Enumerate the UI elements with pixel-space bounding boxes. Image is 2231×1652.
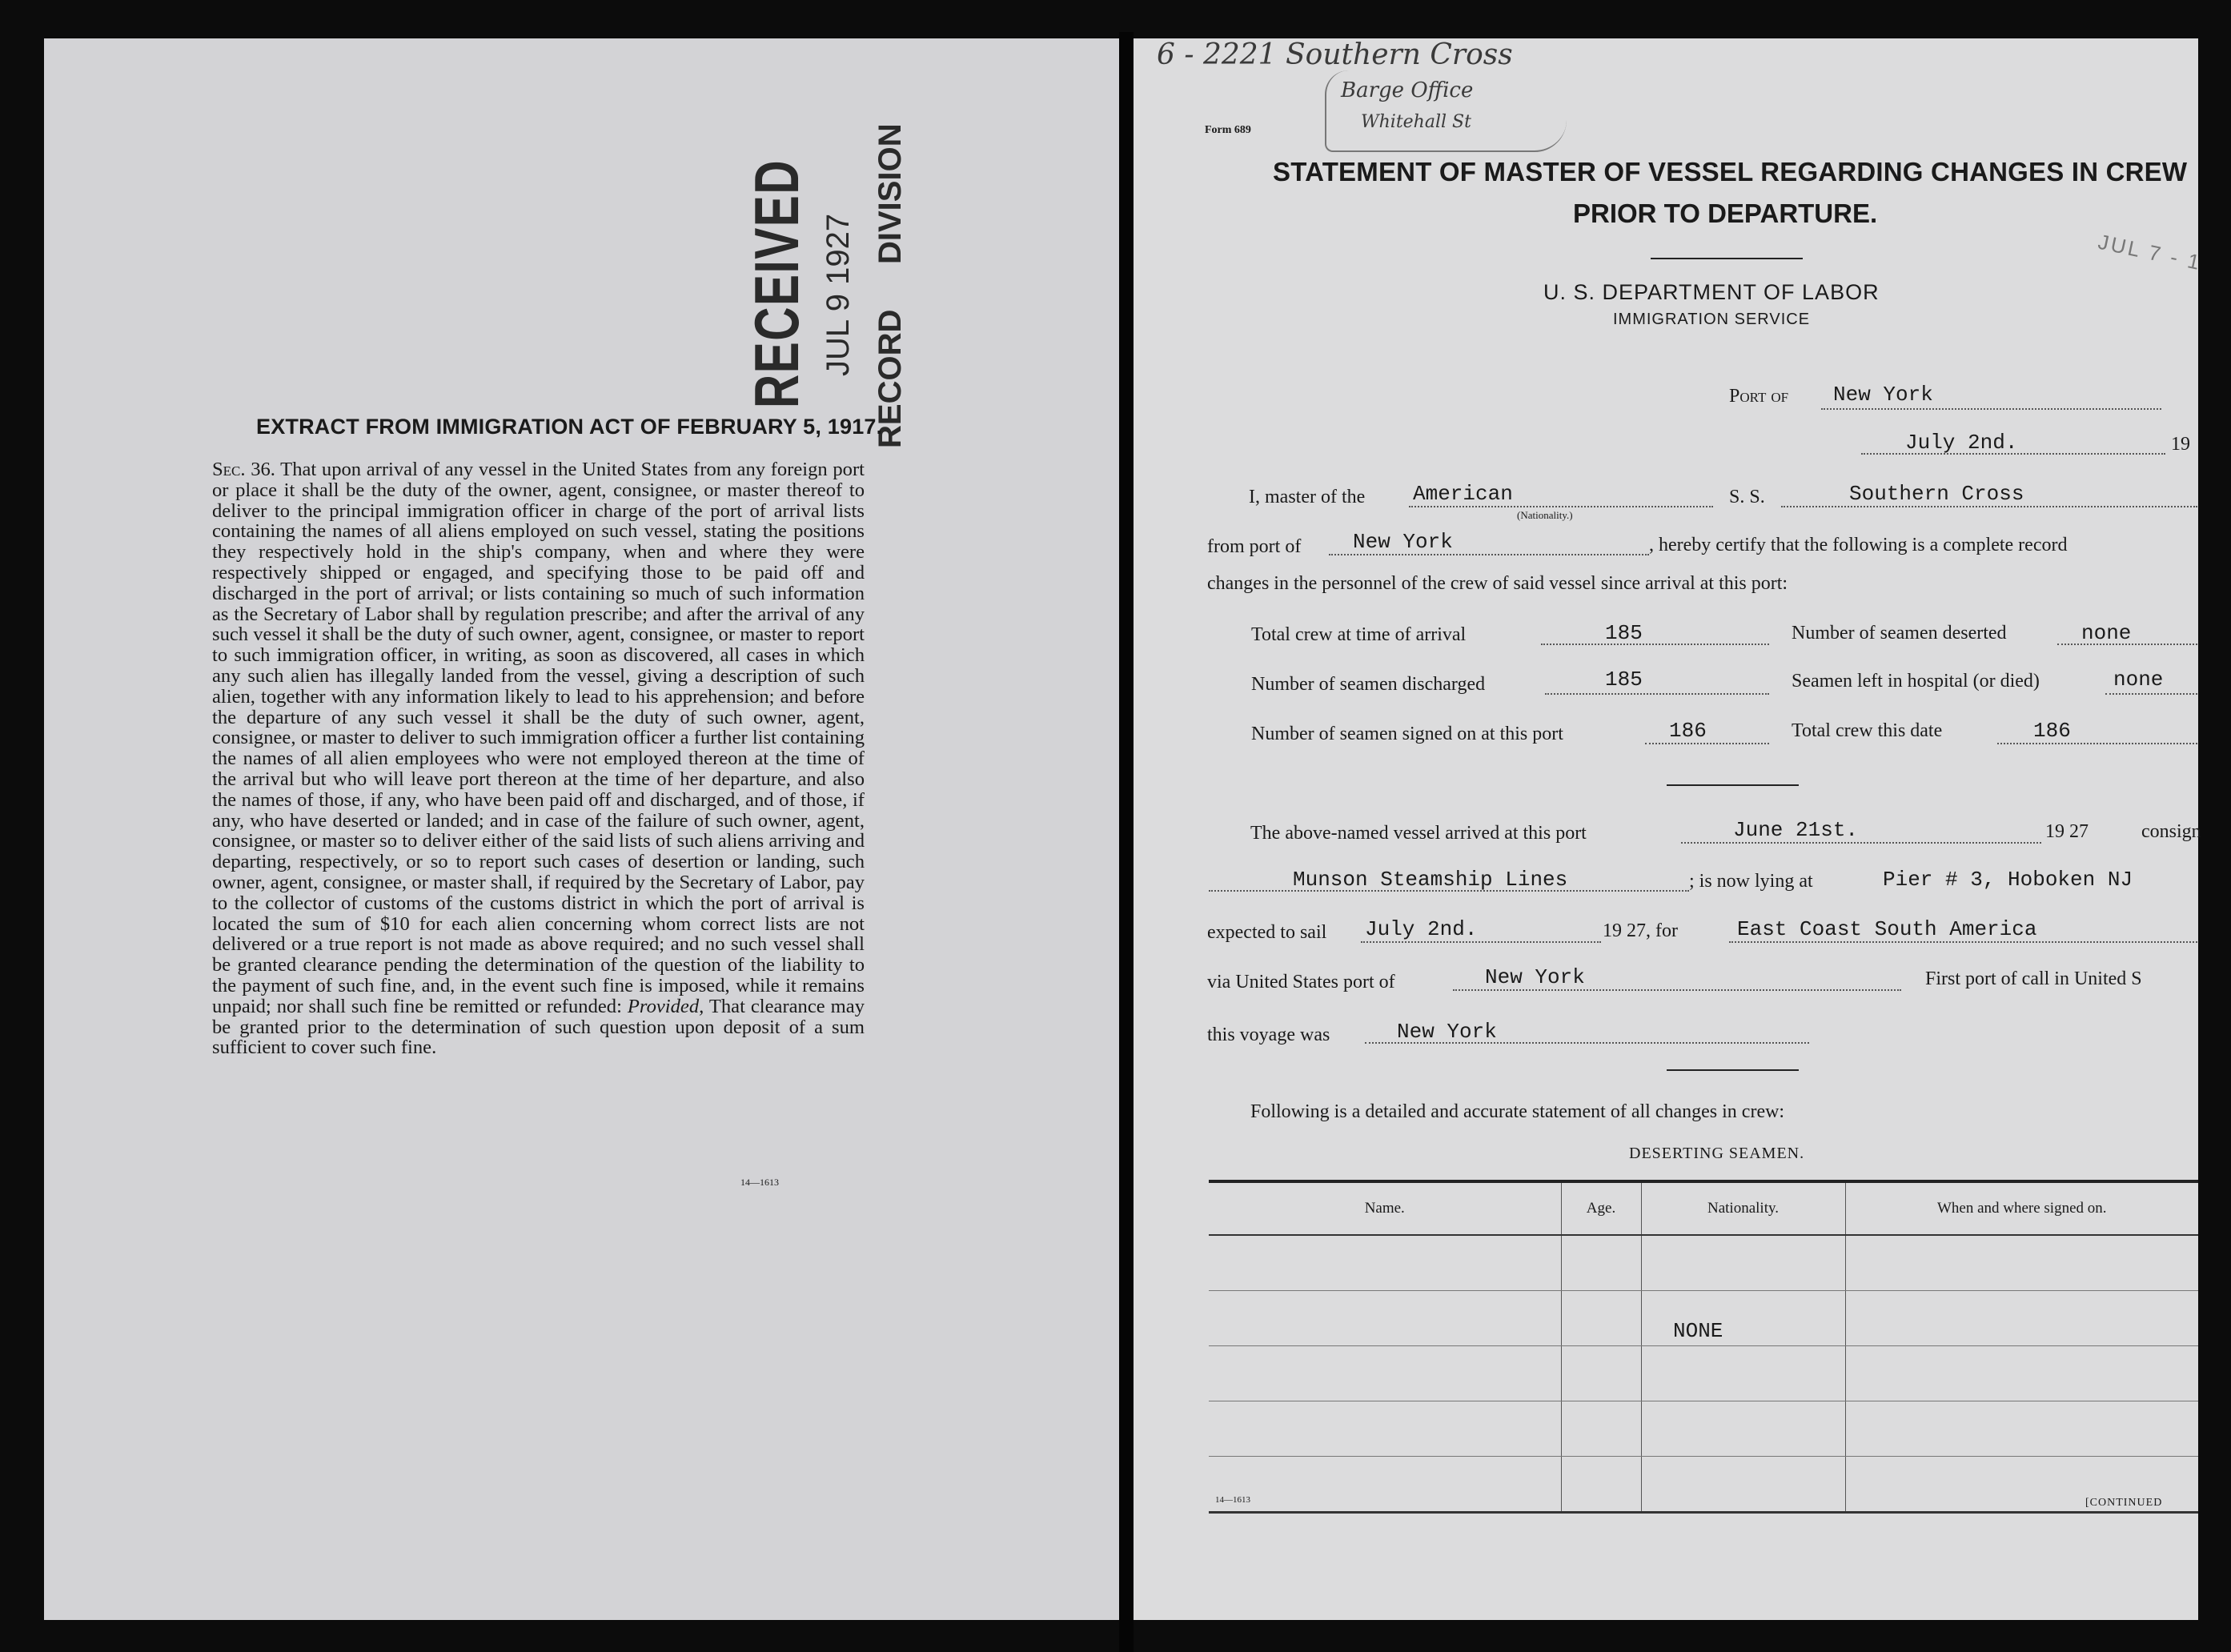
changes-text: changes in the personnel of the crew of said vessel since arrival at this port: (1207, 573, 1788, 594)
via-value: New York (1485, 965, 1585, 989)
section-body-1: That upon arrival of any vessel in the United States from any foreign port or place it shall be the duty of the owner, agent, consignee, or master thereof to deliver to the principal immigration officer in charge of the port of arrival lists containing the names of all aliens employed on such vessel, stating the positions they respectively hold in the ship's company, when and where they were respectively shipped or engaged, and specifying those to be paid off and discharged in the port of arrival; or lists containing so much of such information as the Secretary of Labor shall by regulation prescribe; and after the arrival of any such vessel it shall be the duty of such owner, agent, consignee, or master to report to such immigration officer, in writing, as soon as discovered, all cases in which any such alien has illegally landed from the vessel, giving a description of such alien, together with any information likely to lead to his apprehension; and before the departure of any such vessel it shall be the duty of such owner, agent, consignee, or master to deliver to such immigration officer a further list containing the names of all alien employees who were not employed thereon at the time of the arrival but who will leave port thereon at the time of her departure, and also the names of those, if any, who have been paid off and discharged, and of those, if any, who have deserted or landed; and in case of the failure of such owner, agent, consignee, or master so to deliver either of the said lists of such aliens arriving and departing, respectively, or so to report such cases of desertion or landing, such owner, agent, consignee, or master shall, if required by the Secretary of Labor, pay to the collector of customs of the customs district in which the port of arrival is located the sum of $10 for each alien concerning whom correct lists are not delivered or a true report is not made as above required; and no such vessel shall be granted clearance pending the determination of the question of the liability to the payment of such fine, and, in the event such fine is imposed, while it remains unpaid; nor shall such fine be remitted or refunded: (212, 459, 865, 1017)
destination-value: East Coast South America (1737, 917, 2037, 941)
signed-on-label: Number of seamen signed on at this port (1251, 724, 1563, 744)
table-row (1209, 1401, 2198, 1457)
vessel-line (1781, 506, 2197, 507)
continued-note: [CONTINUED (2085, 1497, 2163, 1509)
table-header-row (1209, 1181, 2198, 1235)
nationality-caption: (Nationality.) (1517, 509, 1573, 521)
via-line (1453, 989, 1901, 991)
stamp-division: DIVISION (873, 123, 908, 264)
discharged-label: Number of seamen discharged (1251, 674, 1486, 695)
page-gutter (1119, 32, 1134, 1652)
port-value: New York (1833, 383, 1933, 407)
deserting-heading: DESERTING SEAMEN. (1629, 1145, 1805, 1162)
column-signed-on: When and where signed on. (1845, 1181, 2198, 1235)
stats-divider (1667, 784, 1799, 786)
signed-on-line (1645, 743, 1769, 744)
section-36-text (212, 459, 865, 1058)
hospital-label: Seamen left in hospital (or died) (1792, 671, 2040, 692)
first-port-label: First port of call in United S (1925, 968, 2142, 989)
handwritten-file-number: 6 - 2221 Southern Cross (1157, 38, 1513, 71)
expected-year: 19 27, for (1603, 920, 1678, 941)
certify-text: , hereby certify that the following is a complete record (1649, 535, 2068, 555)
title-divider (1651, 258, 1803, 259)
total-today-line (1997, 743, 2197, 744)
voyage-divider (1667, 1069, 1799, 1071)
following-text: Following is a detailed and accurate statement of all changes in crew: (1250, 1101, 1785, 1122)
from-port-value: New York (1353, 530, 1453, 554)
vessel-name: Southern Cross (1849, 482, 2024, 506)
expected-value: July 2nd. (1365, 917, 1478, 941)
handwritten-note-barge: Barge Office (1341, 78, 1474, 102)
lying-value: Pier # 3, Hoboken NJ (1883, 868, 2133, 892)
expected-line (1361, 941, 1601, 943)
arrived-line (1681, 842, 2041, 844)
signed-on-value: 186 (1669, 719, 1707, 743)
table-none-entry: NONE (1673, 1319, 1723, 1343)
print-code-left: 14—1613 (740, 1177, 779, 1188)
total-today-value: 186 (2033, 719, 2071, 743)
form-title-line1: STATEMENT OF MASTER OF VESSEL REGARDING CHANGES IN CREW (1273, 157, 2188, 186)
stamp-received: RECEIVED (741, 158, 812, 408)
table-row (1209, 1457, 2198, 1513)
arrived-label: The above-named vessel arrived at this port (1250, 823, 1587, 844)
total-crew-arrival-line (1541, 644, 1769, 645)
print-code-right: 14—1613 (1215, 1495, 1250, 1505)
date-stamp-partial: JUL 7 - 1 (2096, 229, 2205, 275)
section-label: Sec. 36. (212, 459, 275, 480)
extract-title: EXTRACT FROM IMMIGRATION ACT OF FEBRUARY 5, 1917. (256, 415, 883, 439)
destination-line (1729, 941, 2197, 943)
lying-label: ; is now lying at (1689, 871, 1813, 892)
column-name: Name. (1209, 1181, 1561, 1235)
arrived-value: June 21st. (1733, 818, 1859, 842)
total-crew-arrival-value: 185 (1605, 621, 1643, 645)
from-port-line (1329, 554, 1649, 555)
master-label: I, master of the (1249, 487, 1366, 507)
stamp-date: JUL 9 1927 (821, 213, 856, 376)
form-number: Form 689 (1205, 124, 1251, 136)
service-name: IMMIGRATION SERVICE (1613, 311, 1811, 328)
hospital-value: none (2113, 668, 2164, 692)
deserting-seamen-table (1209, 1180, 2198, 1514)
discharged-value: 185 (1605, 668, 1643, 692)
voyage-value: New York (1397, 1020, 1497, 1044)
nationality-line (1409, 506, 1713, 507)
arrived-year: 19 27 (2045, 821, 2089, 842)
date-year-prefix: 19 (2171, 434, 2190, 455)
deserted-label: Number of seamen deserted (1792, 623, 2007, 644)
stamp-record: RECORD (873, 309, 908, 448)
hospital-line (2105, 693, 2197, 695)
department-name: U. S. DEPARTMENT OF LABOR (1543, 280, 1880, 304)
handwritten-note-whitehall: Whitehall St (1361, 112, 1471, 132)
consigned-label: consign (2141, 821, 2201, 842)
expected-label: expected to sail (1207, 922, 1327, 943)
via-label: via United States port of (1207, 972, 1395, 992)
total-today-label: Total crew this date (1792, 720, 1943, 741)
table-row (1209, 1235, 2198, 1291)
total-crew-arrival-label: Total crew at time of arrival (1251, 624, 1467, 645)
ss-label: S. S. (1729, 487, 1765, 507)
voyage-label: this voyage was (1207, 1024, 1330, 1045)
discharged-line (1545, 693, 1769, 695)
port-line (1821, 408, 2161, 410)
received-stamp (740, 112, 933, 456)
from-port-label: from port of (1207, 536, 1302, 557)
column-nationality: Nationality. (1641, 1181, 1845, 1235)
nationality-value: American (1413, 482, 1513, 506)
provided-word: Provided, (627, 995, 704, 1017)
section-body-2: That clearance may be granted prior to the determination of such question upon deposit of a sum sufficient to cover such fine. (212, 995, 865, 1059)
consignee-value: Munson Steamship Lines (1293, 868, 1568, 892)
port-label: Port of (1729, 386, 1789, 407)
date-value: July 2nd. (1905, 431, 2018, 455)
deserted-value: none (2081, 621, 2132, 645)
column-age: Age. (1561, 1181, 1641, 1235)
table-row (1209, 1346, 2198, 1401)
form-title-line2: PRIOR TO DEPARTURE. (1573, 198, 1878, 228)
handwritten-bracket (1325, 70, 1567, 152)
